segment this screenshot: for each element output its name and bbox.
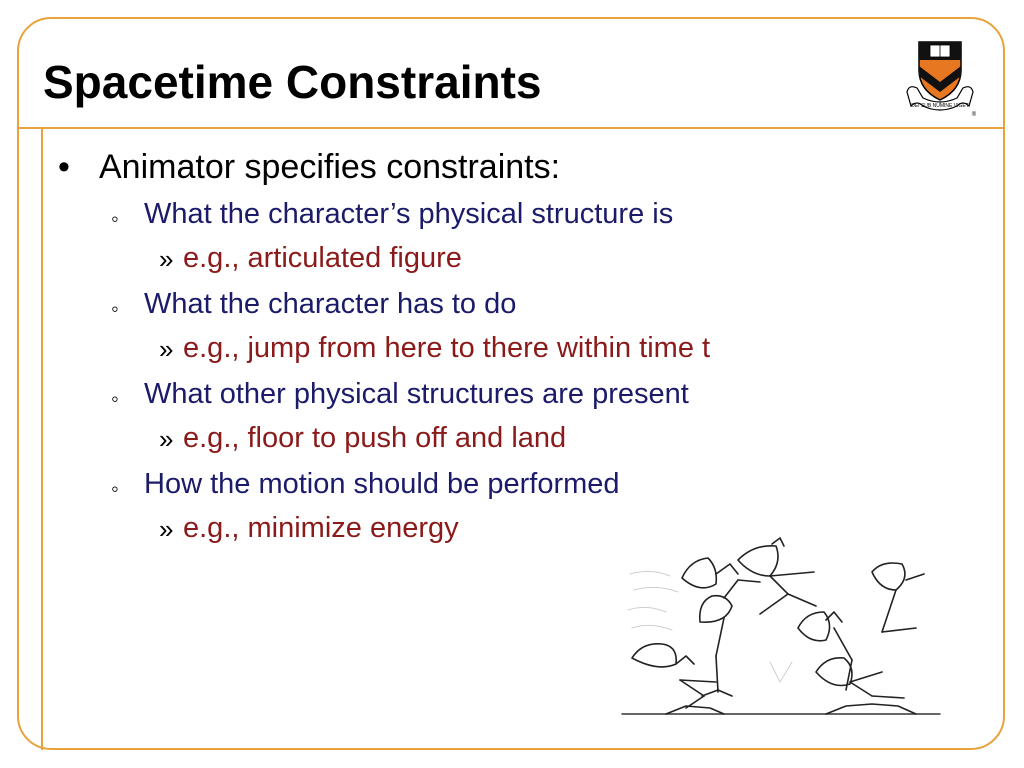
level3-text: e.g., minimize energy [183,512,459,544]
title-divider [17,127,1005,129]
svg-text:®: ® [971,112,977,118]
slide-title: Spacetime Constraints [43,56,542,108]
princeton-shield-logo [903,36,977,118]
level3-text: e.g., articulated figure [183,242,462,274]
level2-bullet: ◦ [111,386,119,411]
level3-bullet: » [159,244,174,274]
level1-bullet: • [58,148,70,186]
level2-text: How the motion should be performed [144,468,620,500]
left-divider [41,127,43,750]
level2-bullet: ◦ [111,206,119,231]
svg-text:DEI SUB NUMINE VIGET: DEI SUB NUMINE VIGET [911,103,969,109]
level2-bullet: ◦ [111,476,119,501]
jumping-lamp-illustration [620,532,942,716]
level3-bullet: » [159,424,174,454]
level3-bullet: » [159,334,174,364]
level1-text: Animator specifies constraints: [99,148,561,186]
level2-text: What the character has to do [144,288,517,320]
level2-text: What the character’s physical structure is [144,198,674,230]
level2-bullet: ◦ [111,296,119,321]
level2-text: What other physical structures are present [144,378,689,410]
level3-text: e.g., floor to push off and land [183,422,567,454]
level3-text: e.g., jump from here to there within time t [183,332,711,364]
level3-bullet: » [159,514,174,544]
